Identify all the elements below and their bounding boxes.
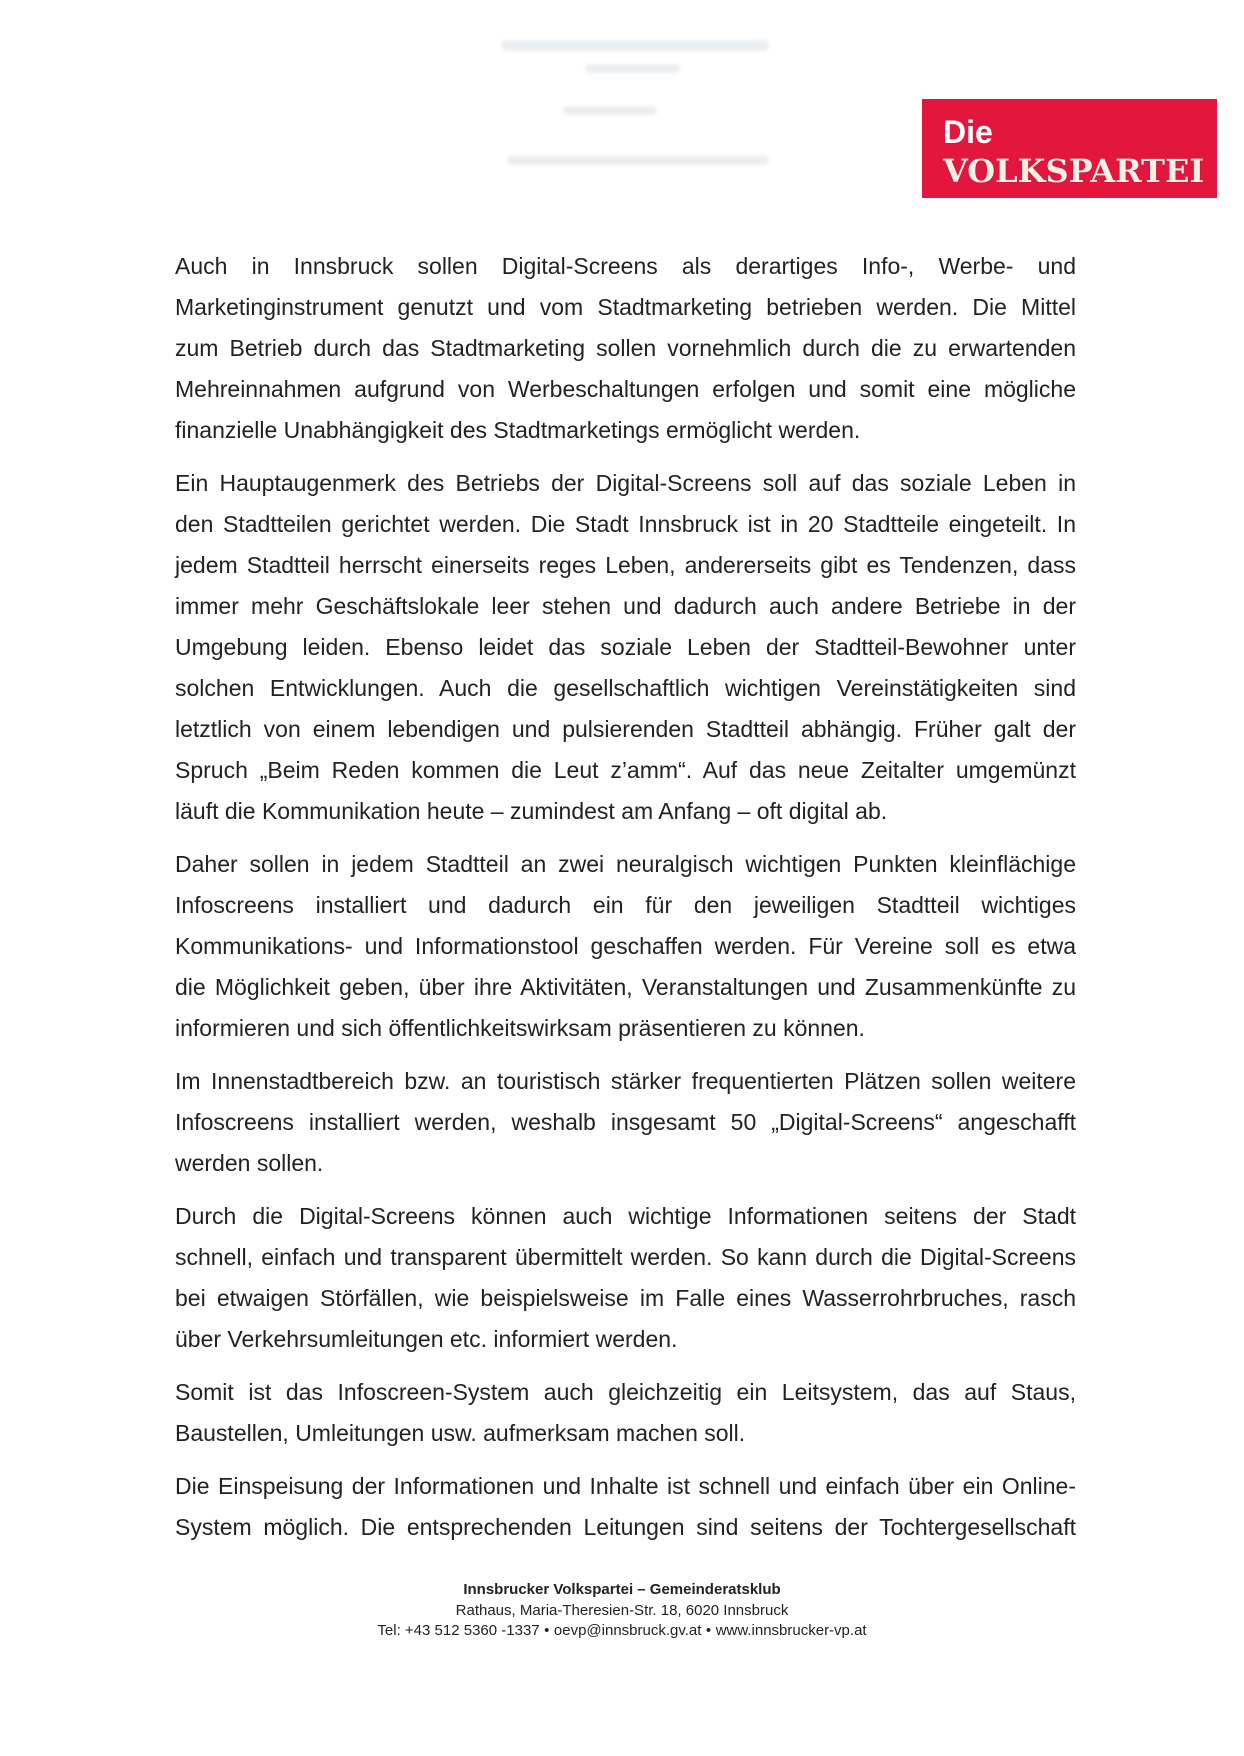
text-line: Marketinginstrument genutzt und vom Stadtmarketing betrieben werden. Die Mittel xyxy=(175,294,1076,320)
text-line: Die Einspeisung der Informationen und Inhalte ist schnell und einfach über ein Online- xyxy=(175,1473,1076,1499)
text-line: Somit ist das Infoscreen-System auch gleichzeitig ein Leitsystem, das auf Staus, xyxy=(175,1379,1076,1405)
text-line: Im Innenstadtbereich bzw. an touristisch stärker frequentierten Plätzen sollen weitere xyxy=(175,1068,1076,1094)
body-paragraph xyxy=(175,1372,1076,1454)
text-line: jedem Stadtteil herrscht einerseits reges Leben, andererseits gibt es Tendenzen, dass xyxy=(175,552,1076,578)
letter-body xyxy=(175,246,1076,1560)
body-paragraph xyxy=(175,1466,1076,1548)
footer-contact xyxy=(0,1621,1244,1642)
text-line: informieren und sich öffentlichkeitswirksam präsentieren zu können. xyxy=(175,1015,865,1041)
text-line: Ein Hauptaugenmerk des Betriebs der Digital-Screens soll auf das soziale Leben in xyxy=(175,470,1076,496)
logo-text-die: Die xyxy=(943,114,993,150)
body-paragraph xyxy=(175,463,1076,832)
text-line: Daher sollen in jedem Stadtteil an zwei neuralgisch wichtigen Punkten kleinflächige xyxy=(175,851,1076,877)
footer-address: Rathaus, Maria-Theresien-Str. 18, 6020 Innsbruck xyxy=(455,1601,789,1619)
text-line: werden sollen. xyxy=(175,1150,324,1176)
text-line: Infoscreens installiert und dadurch ein für den jeweiligen Stadtteil wichtiges xyxy=(175,892,1076,918)
text-line: schnell, einfach und transparent übermittelt werden. So kann durch die Digital-Screens xyxy=(175,1244,1076,1270)
text-line: die Möglichkeit geben, über ihre Aktivitäten, Veranstaltungen und Zusammenkünfte zu xyxy=(175,974,1076,1000)
body-paragraph xyxy=(175,1196,1076,1360)
text-line: Auch in Innsbruck sollen Digital-Screens als derartiges Info-, Werbe- und xyxy=(175,253,1076,279)
text-line: solchen Entwicklungen. Auch die gesellschaftlich wichtigen Vereinstätigkeiten sind xyxy=(175,675,1076,701)
text-line: Mehreinnahmen aufgrund von Werbeschaltungen erfolgen und somit eine mögliche xyxy=(175,376,1076,402)
faded-letterhead-mark xyxy=(563,106,657,115)
body-paragraph xyxy=(175,1061,1076,1184)
text-line: den Stadtteilen gerichtet werden. Die Stadt Innsbruck ist in 20 Stadtteile eingeteilt. In xyxy=(175,511,1076,537)
logo-wordmark: VOLKSPARTEI xyxy=(943,152,1205,190)
body-paragraph xyxy=(175,844,1076,1049)
text-line: Durch die Digital-Screens können auch wichtige Informationen seitens der Stadt xyxy=(175,1203,1076,1229)
text-line: Umgebung leiden. Ebenso leidet das soziale Leben der Stadtteil-Bewohner unter xyxy=(175,634,1076,660)
bullet-separator: • xyxy=(705,1622,712,1639)
text-line: Spruch „Beim Reden kommen die Leut z’amm“. Auf das neue Zeitalter umgemünzt xyxy=(175,757,1076,783)
footer-organization: Innsbrucker Volkspartei – Gemeinderatsklub xyxy=(463,1581,781,1598)
text-line: über Verkehrsumleitungen etc. informiert werden. xyxy=(175,1326,678,1352)
party-logo xyxy=(922,99,1217,198)
faded-letterhead-mark xyxy=(585,64,680,73)
footer-phone: Tel: +43 512 5360 -1337 xyxy=(377,1622,540,1639)
text-line: zum Betrieb durch das Stadtmarketing sollen vornehmlich durch die zu erwartenden xyxy=(175,335,1076,361)
footer-email: oevp@innsbruck.gv.at xyxy=(553,1622,702,1639)
text-line: letztlich von einem lebendigen und pulsierenden Stadtteil abhängig. Früher galt der xyxy=(175,716,1076,742)
faded-letterhead-mark xyxy=(507,156,769,165)
text-line: Infoscreens installiert werden, weshalb insgesamt 50 „Digital-Screens“ angeschafft xyxy=(175,1109,1076,1135)
text-line: immer mehr Geschäftslokale leer stehen und dadurch auch andere Betriebe in der xyxy=(175,593,1076,619)
footer-website: www.innsbrucker-vp.at xyxy=(715,1622,867,1639)
text-line: System möglich. Die entsprechenden Leitungen sind seitens der Tochtergesellschaft xyxy=(175,1514,1076,1540)
text-line: finanzielle Unabhängigkeit des Stadtmarketings ermöglicht werden. xyxy=(175,417,861,443)
bullet-separator: • xyxy=(544,1622,550,1639)
text-line: Baustellen, Umleitungen usw. aufmerksam machen soll. xyxy=(175,1420,746,1446)
text-line: läuft die Kommunikation heute – zumindest am Anfang – oft digital ab. xyxy=(175,798,888,824)
text-line: bei etwaigen Störfällen, wie beispielsweise im Falle eines Wasserrohrbruches, rasch xyxy=(175,1285,1076,1311)
text-line: Kommunikations- und Informationstool geschaffen werden. Für Vereine soll es etwa xyxy=(175,933,1076,959)
body-paragraph xyxy=(175,246,1076,451)
faded-letterhead-mark xyxy=(501,40,769,51)
letterhead-footer xyxy=(0,1580,1244,1642)
